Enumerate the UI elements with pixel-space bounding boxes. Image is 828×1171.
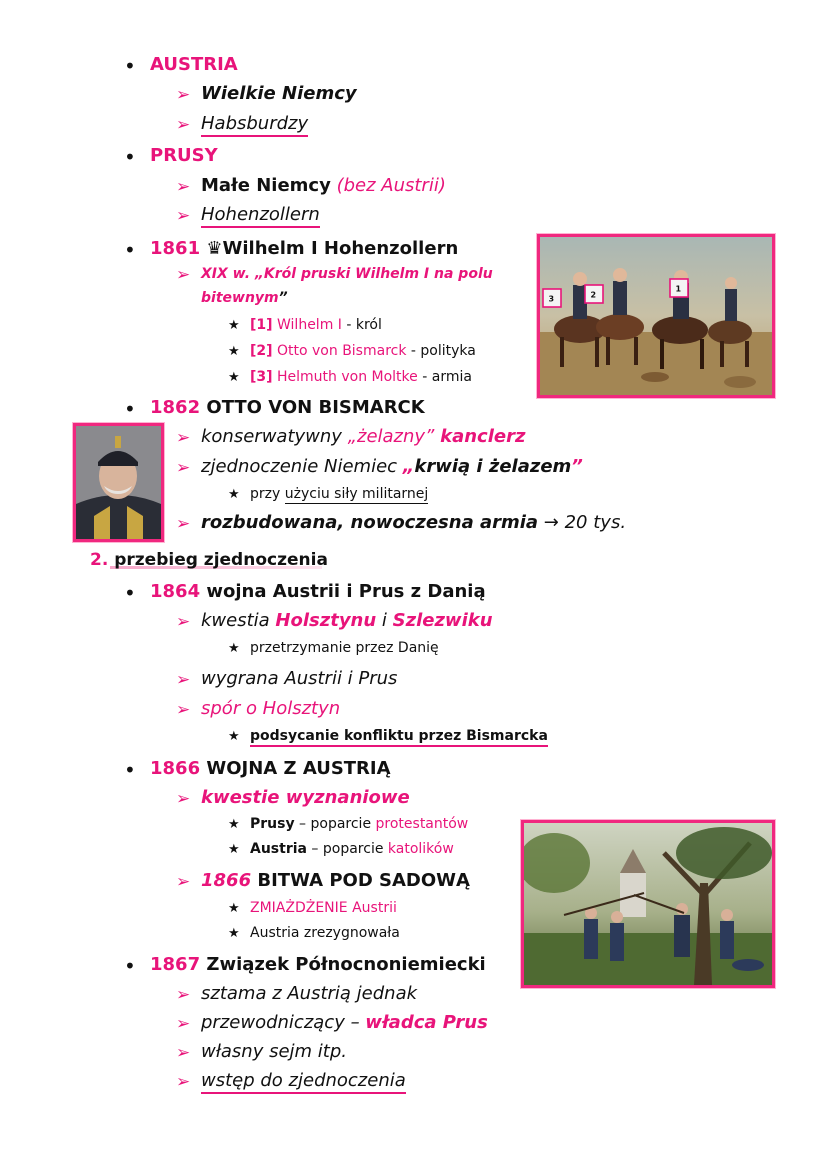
caption-line2: bitewnym [201,290,279,306]
arrow-icon: ➢ [176,458,191,478]
star-icon: ★ [228,487,240,502]
bez-austrii: (bez Austrii) [336,175,446,196]
item-kwestia-holsztynu: kwestia Holsztynu i Szlezwiku [201,610,493,631]
item-przetrzymanie: przetrzymanie przez Danię [250,640,439,656]
arrow-icon: ➢ [176,612,191,632]
caption-line1: XIX w. „Król pruski Wilhelm I na polu [201,266,493,282]
arrow-icon: ➢ [176,789,191,809]
arrow-icon: ➢ [176,1014,191,1034]
arrow-icon: ➢ [176,700,191,720]
item-wlasny-sejm: własny sejm itp. [201,1041,347,1062]
item-sztama: sztama z Austrią jednak [201,983,418,1004]
arrow-icon: ➢ [176,514,191,534]
arrow-icon: ➢ [176,206,191,226]
item-sub-militarnej: przy użyciu siły militarnej [250,486,429,502]
item-spor: spór o Holsztyn [201,698,341,719]
item-zjednoczenie: zjednoczenie Niemiec „krwią i żelazem” [201,456,583,477]
person-3: [3] Helmuth von Moltke - armia [250,369,472,385]
bullet-1862: • [124,397,136,421]
item-bitwa-sadowa: 1866 BITWA POD SADOWĄ [201,870,470,891]
star-icon: ★ [228,370,240,385]
arrow-icon: ➢ [176,428,191,448]
arrow-icon: ➢ [176,670,191,690]
year-1861: 1861 [150,238,201,259]
bullet-1866: • [124,758,136,782]
item-wygrana: wygrana Austrii i Prus [201,668,398,689]
star-icon: ★ [228,926,240,941]
item-wielkie-niemcy: Wielkie Niemcy [201,83,357,104]
bullet-prusy: • [124,145,136,169]
item-male-niemcy [201,177,446,195]
wilhelm-title: Wilhelm I Hohenzollern [222,238,459,259]
star-icon: ★ [228,901,240,916]
heading-austria: AUSTRIA [150,54,238,75]
item-zmiazdzenie: ZMIAŻDŻENIE Austrii [250,900,397,916]
item-prusy-poparcie: Prusy – poparcie protestantów [250,816,469,832]
year-1862: 1862 [150,397,201,418]
item-kwestie-wyznaniowe: kwestie wyznaniowe [201,787,410,808]
person-1: [1] Wilhelm I - król [250,317,382,333]
item-hohenzollern: Hohenzollern [201,204,320,228]
item-konserwatywny: konserwatywny „żelazny” kanclerz [201,426,526,447]
battle-of-sadowa-painting-image [521,820,775,988]
star-icon: ★ [228,344,240,359]
star-icon: ★ [228,842,240,857]
star-icon: ★ [228,318,240,333]
item-podsycanie: podsycanie konfliktu przez Bismarcka [250,728,548,747]
heading-1864: 1864 wojna Austrii i Prus z Danią [150,581,486,602]
bullet-1864: • [124,581,136,605]
arrow-icon: ➢ [176,177,191,197]
item-wstep: wstęp do zjednoczenia [201,1070,406,1094]
arrow-icon: ➢ [176,1072,191,1092]
arrow-icon: ➢ [176,985,191,1005]
arrow-icon: ➢ [176,265,191,285]
marker-1: 1 [675,284,682,294]
person-2: [2] Otto von Bismarck - polityka [250,343,476,359]
heading-prusy: PRUSY [150,145,218,166]
item-zrezygnowala: Austria zrezygnowała [250,925,400,941]
item-habsburdzy: Habsburdzy [201,113,308,137]
bismarck-portrait-image [73,423,164,542]
crown-icon: ♛ [206,238,223,259]
heading-1861 [150,240,458,258]
star-icon: ★ [228,729,240,744]
heading-1867: 1867 Związek Północnoniemiecki [150,954,486,975]
caption-quote: ” [278,290,288,306]
arrow-icon: ➢ [176,872,191,892]
marker-2: 2 [590,290,597,300]
marker-3: 3 [548,294,555,304]
star-icon: ★ [228,641,240,656]
male-niemcy-bold: Małe Niemcy [201,175,331,196]
item-austria-poparcie: Austria – poparcie katolików [250,841,454,857]
bullet-1867: • [124,954,136,978]
bullet-austria: • [124,54,136,78]
item-przewodniczacy: przewodniczący – władca Prus [201,1012,488,1033]
arrow-icon: ➢ [176,115,191,135]
bismarck-title: OTTO VON BISMARCK [206,397,425,418]
item-armia: rozbudowana, nowoczesna armia → 20 tys. [201,512,627,533]
arrow-icon: ➢ [176,1043,191,1063]
section-2-title: 2. przebieg zjednoczenia [90,550,328,570]
heading-1862 [150,399,425,417]
battlefield-painting-image [537,234,775,398]
bullet-1861: • [124,238,136,262]
star-icon: ★ [228,817,240,832]
heading-1866: 1866 WOJNA Z AUSTRIĄ [150,758,391,779]
arrow-icon: ➢ [176,85,191,105]
